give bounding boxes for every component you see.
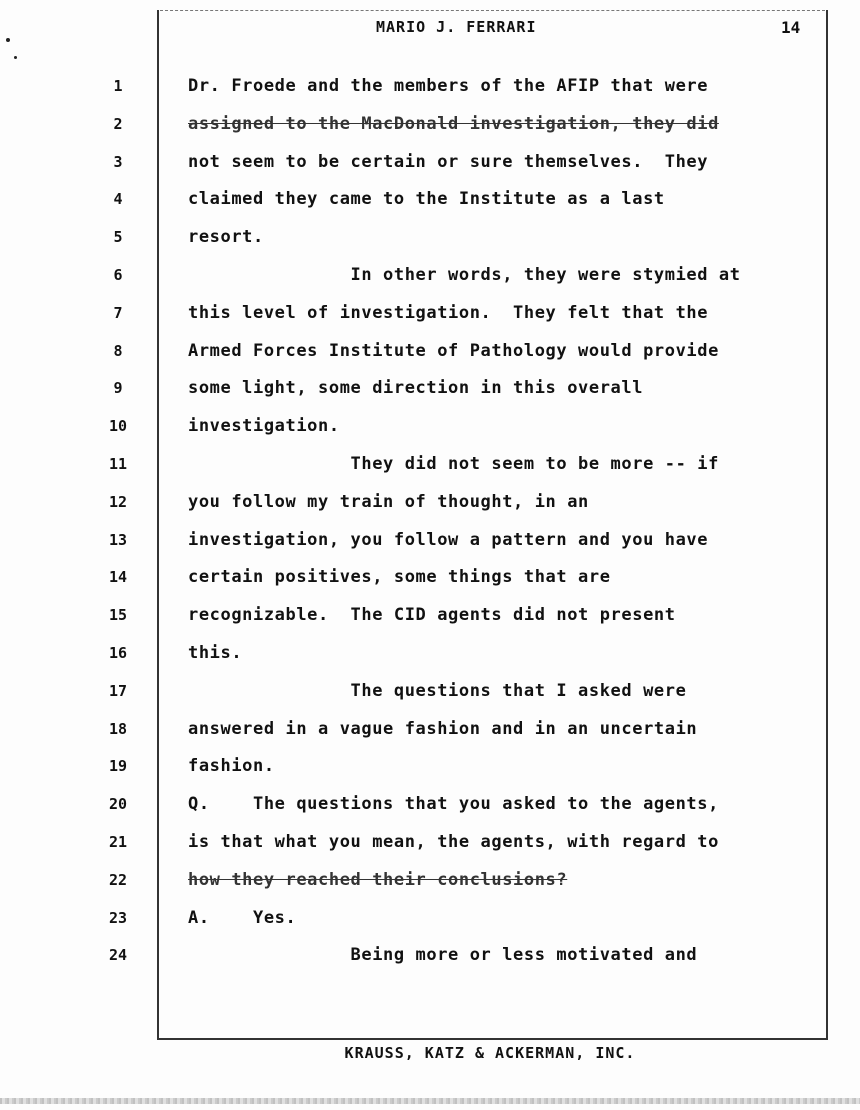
line-number: 16 xyxy=(108,644,128,662)
transcript-line: Being more or less motivated and xyxy=(188,945,698,965)
line-number: 3 xyxy=(113,153,123,171)
scan-speck xyxy=(6,38,10,42)
line-number: 4 xyxy=(113,190,123,208)
reporter-footer: KRAUSS, KATZ & ACKERMAN, INC. xyxy=(344,1044,636,1062)
page-number: 14 xyxy=(781,18,801,37)
transcript-line: how they reached their conclusions? xyxy=(188,870,568,890)
transcript-line: claimed they came to the Institute as a last xyxy=(188,189,665,209)
transcript-line: recognizable. The CID agents did not present xyxy=(188,605,676,625)
transcript-line: resort. xyxy=(188,227,264,247)
line-number: 6 xyxy=(113,266,123,284)
transcript-line: The questions that I asked were xyxy=(188,681,687,701)
line-number: 12 xyxy=(108,493,128,511)
line-number: 21 xyxy=(108,833,128,851)
line-number: 15 xyxy=(108,606,128,624)
line-number: 7 xyxy=(113,304,123,322)
transcript-line: this. xyxy=(188,643,243,663)
transcript-line: is that what you mean, the agents, with regard to xyxy=(188,832,719,852)
line-number: 8 xyxy=(113,342,123,360)
scan-speck xyxy=(14,56,17,59)
line-number: 20 xyxy=(108,795,128,813)
line-number: 5 xyxy=(113,228,123,246)
scan-edge xyxy=(0,1098,860,1104)
transcript-line: some light, some direction in this overall xyxy=(188,378,644,398)
transcript-line: Q. The questions that you asked to the agents, xyxy=(188,794,719,814)
line-number: 24 xyxy=(108,946,128,964)
line-number: 22 xyxy=(108,871,128,889)
line-number: 2 xyxy=(113,115,123,133)
transcript-line: you follow my train of thought, in an xyxy=(188,492,589,512)
transcript-line: In other words, they were stymied at xyxy=(188,265,741,285)
transcript-line: this level of investigation. They felt that the xyxy=(188,303,709,323)
line-number: 9 xyxy=(113,379,123,397)
transcript-line: Armed Forces Institute of Pathology would provide xyxy=(188,341,719,361)
line-number: 18 xyxy=(108,720,128,738)
transcript-line: fashion. xyxy=(188,756,275,776)
witness-name-header: MARIO J. FERRARI xyxy=(376,18,537,36)
transcript-line: A. Yes. xyxy=(188,908,297,928)
line-number: 13 xyxy=(108,531,128,549)
transcript-line: Dr. Froede and the members of the AFIP that were xyxy=(188,76,709,96)
line-number: 11 xyxy=(108,455,128,473)
transcript-line: answered in a vague fashion and in an uncertain xyxy=(188,719,698,739)
line-number: 23 xyxy=(108,909,128,927)
transcript-line: investigation, you follow a pattern and you have xyxy=(188,530,709,550)
transcript-line: not seem to be certain or sure themselves. They xyxy=(188,152,709,172)
transcript-line: investigation. xyxy=(188,416,340,436)
line-number: 10 xyxy=(108,417,128,435)
line-number: 17 xyxy=(108,682,128,700)
transcript-line: certain positives, some things that are xyxy=(188,567,611,587)
transcript-line: assigned to the MacDonald investigation, they did xyxy=(188,114,719,134)
line-number: 1 xyxy=(113,77,123,95)
line-number: 19 xyxy=(108,757,128,775)
transcript-line: They did not seem to be more -- if xyxy=(188,454,719,474)
line-number: 14 xyxy=(108,568,128,586)
